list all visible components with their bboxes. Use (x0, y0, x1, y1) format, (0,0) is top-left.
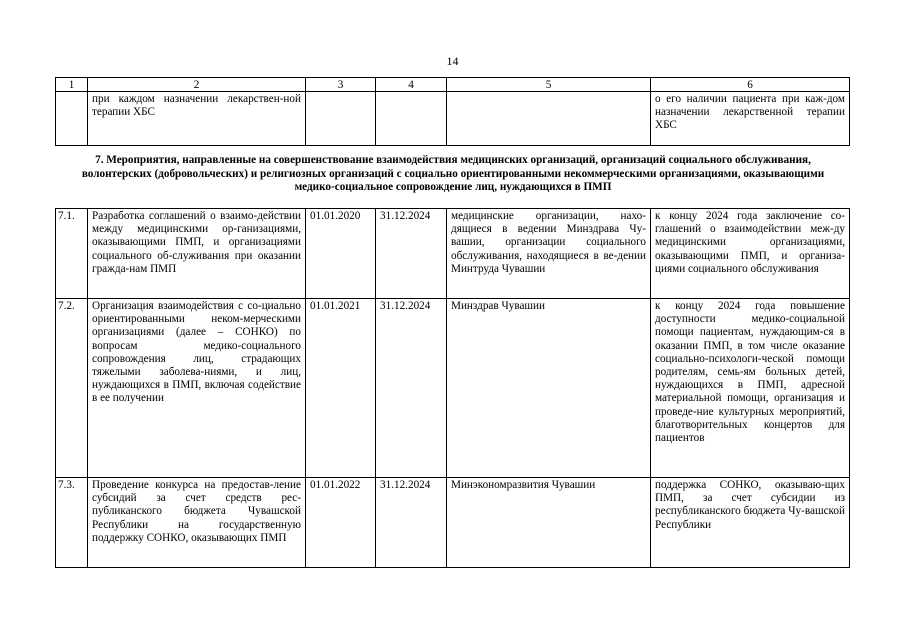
cell-end: 31.12.2024 (376, 299, 447, 478)
cell-start: 01.01.2020 (306, 209, 376, 299)
cell-num: 7.3. (56, 478, 88, 568)
cell-end: 31.12.2024 (376, 478, 447, 568)
cell-measure: Разработка соглашений о взаимо-действии между медицинскими ор-ганизациями, оказывающими ПМП, и организациями социального об-служивания при оказании гражда-нам ПМП (88, 209, 306, 299)
cell-num: 7.2. (56, 299, 88, 478)
cell-executor (447, 92, 651, 146)
header-cell: 6 (651, 78, 850, 92)
cell-measure: Организация взаимодействия с со-циально ориентированными неком-мерческими организациями (далее – СОНКО) по вопросам медико-социального сопровождения лиц, страдающих тяжелыми заболева-ниями, и лиц, нуждающихся в ПМП, включая содействие в ее получении (88, 299, 306, 478)
header-cell: 3 (306, 78, 376, 92)
table-measures (55, 208, 850, 568)
cell-end (376, 92, 447, 146)
table-continuation (55, 77, 850, 146)
cell-end: 31.12.2024 (376, 209, 447, 299)
header-cell: 4 (376, 78, 447, 92)
cell-executor: Минздрав Чувашии (447, 299, 651, 478)
cell-executor: медицинские организации, нахо-дящиеся в ведении Минздрава Чу-вашии, организации социального обслуживания, находящиеся в ве-дении Минтруда Чувашии (447, 209, 651, 299)
header-row (56, 78, 850, 92)
cell-start (306, 92, 376, 146)
cell-num (56, 92, 88, 146)
cell-result: поддержка СОНКО, оказываю-щих ПМП, за счет субсидии из республиканского бюджета Чу-вашской Республики (651, 478, 850, 568)
header-cell: 1 (56, 78, 88, 92)
table-row (56, 478, 850, 568)
cell-result: о его наличии пациента при каж-дом назначении лекарственной терапии ХБС (651, 92, 850, 146)
table-row (56, 92, 850, 146)
cell-start: 01.01.2022 (306, 478, 376, 568)
header-cell: 5 (447, 78, 651, 92)
page-number: 14 (446, 54, 459, 68)
table-row (56, 209, 850, 299)
cell-result: к концу 2024 года повышение доступности медико-социальной помощи пациентам, нуждающим-ся в оказании ПМП, в том числе оказание социально-психологи-ческой помощи родителям, семь-ям больных детей, нуждающихся в ПМП, адресной материальной помощи, организация и проведе-ние культурных мероприятий, благотворительных концертов для пациентов (651, 299, 850, 478)
cell-executor: Минэкономразвития Чувашии (447, 478, 651, 568)
cell-num: 7.1. (56, 209, 88, 299)
cell-measure: Проведение конкурса на предостав-ление субсидий за счет средств рес-публиканского бюджета Чувашской Республики на государственную поддержку СОНКО, оказывающих ПМП (88, 478, 306, 568)
cell-measure: при каждом назначении лекарствен-ной терапии ХБС (88, 92, 306, 146)
cell-start: 01.01.2021 (306, 299, 376, 478)
section-title: 7. Мероприятия, направленные на совершенствование взаимодействия медицинских организаций, организаций социального обслуживания, волонтерских (добровольческих) и религиозных организаций с социально ориентированными некоммерческими организациями, оказывающими медико-социальное сопровождение лиц, нуждающихся в ПМП (81, 154, 825, 193)
header-cell: 2 (88, 78, 306, 92)
table-row (56, 299, 850, 478)
cell-result: к концу 2024 года заключение со-глашений о взаимодействии меж-ду медицинскими организациями, оказывающими ПМП, и организа-циями социального обслуживания (651, 209, 850, 299)
